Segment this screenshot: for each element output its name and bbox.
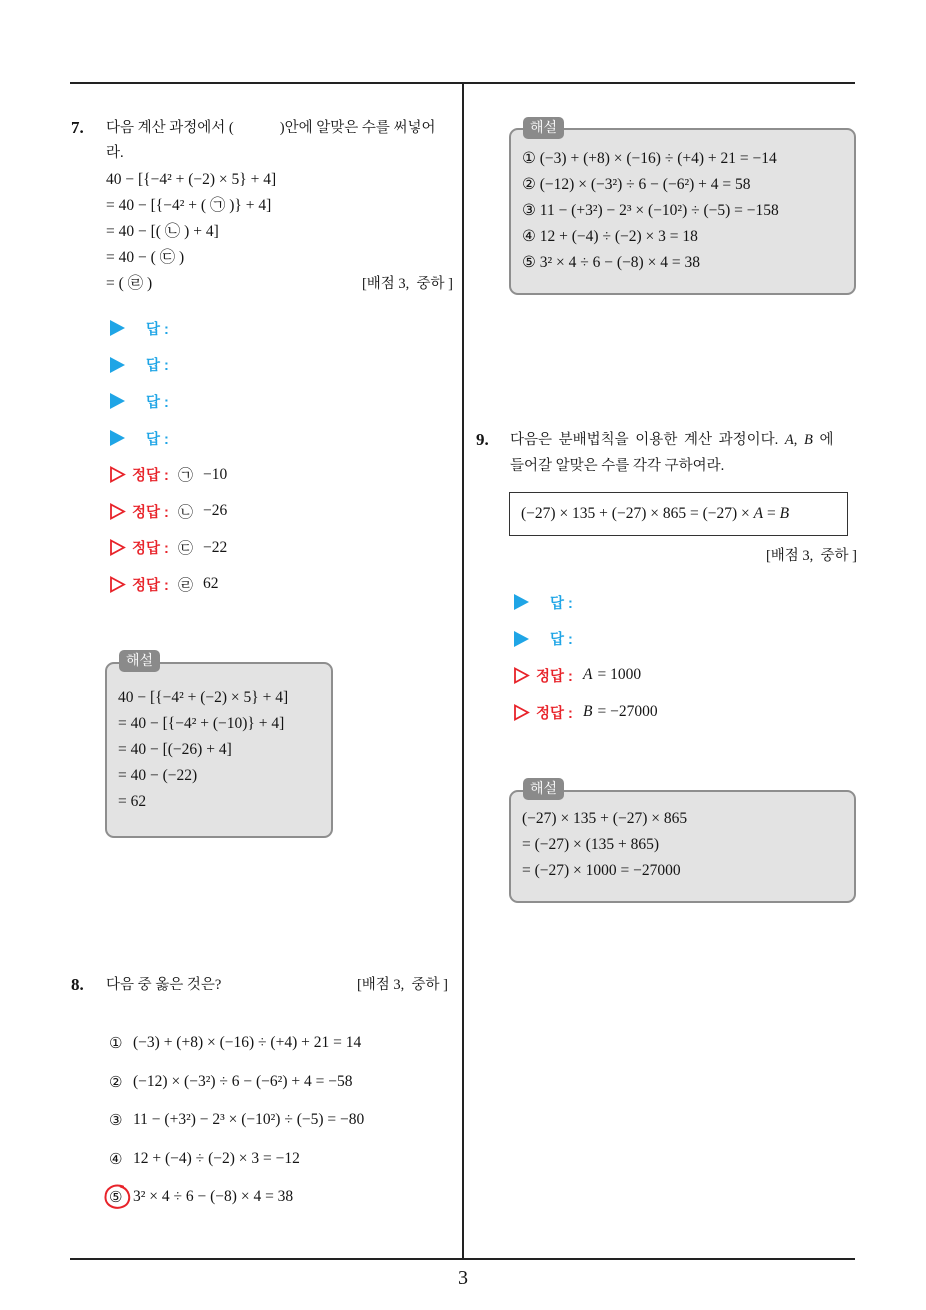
outline-triangle-icon xyxy=(109,466,126,483)
correct-answer-row xyxy=(512,694,658,731)
correct-answer-row xyxy=(512,657,658,694)
outline-triangle-icon xyxy=(513,667,530,684)
option-expression: (−3) + (+8) × (−16) ÷ (+4) + 21 = 14 xyxy=(133,1034,362,1052)
question-stem-line: 다음 중 옳은 것은? xyxy=(106,977,222,993)
variable-a: A xyxy=(784,432,794,448)
explanation-line: = 40 − [{−4² + (−10)} + 4] xyxy=(118,715,285,732)
answer-row xyxy=(108,310,227,347)
stem-text: , xyxy=(793,432,804,448)
stem-text: )안에 알맞은 수를 써넣어 xyxy=(279,120,436,136)
explanation-line: ④ 12 + (−4) ÷ (−2) × 3 = 18 xyxy=(522,228,698,245)
correct-answer-label: 정답 : xyxy=(132,541,169,558)
explanation-tab: 해설 xyxy=(523,778,564,800)
play-triangle-icon xyxy=(514,631,529,647)
correct-answer-label: 정답 : xyxy=(132,504,169,521)
correct-answer-label: 정답 : xyxy=(536,705,573,722)
answer-label: 답 : xyxy=(550,632,573,649)
explanation-line: = 62 xyxy=(118,793,147,810)
option-marker: ③ xyxy=(109,1111,123,1130)
outline-triangle-icon xyxy=(109,539,126,556)
correct-answer-variable: A xyxy=(583,666,593,684)
option-marker: ① xyxy=(109,1034,123,1053)
equation-text: = xyxy=(763,505,780,522)
answer-row xyxy=(512,621,658,658)
calculation-steps xyxy=(106,167,276,297)
correct-answer-row xyxy=(108,456,227,493)
correct-answer-marker: ㉣ xyxy=(178,575,194,594)
answer-row xyxy=(108,347,227,384)
answer-label: 답 : xyxy=(550,595,573,612)
column-divider xyxy=(462,82,464,1259)
correct-answer-value: −26 xyxy=(203,502,228,520)
play-triangle-icon xyxy=(514,594,529,610)
outline-triangle-icon xyxy=(109,576,126,593)
answer-mark-circle-icon xyxy=(102,1182,132,1212)
page-number: 3 xyxy=(458,1267,468,1289)
calculation-step: = 40 − [( ㉡ ) + 4] xyxy=(106,223,219,240)
option-list xyxy=(109,1024,364,1217)
answer-row xyxy=(512,584,658,621)
correct-answer-value: −10 xyxy=(203,465,228,483)
explanation-line: = 40 − [(−26) + 4] xyxy=(118,741,232,758)
correct-answer-value: 62 xyxy=(203,575,219,593)
question-stem-line xyxy=(510,427,833,453)
question-stem-line: 들어갈 알맞은 수를 각각 구하여라. xyxy=(510,458,725,474)
play-triangle-icon xyxy=(110,320,125,336)
score-label: [배점 3, 중하 ] xyxy=(361,276,453,292)
option-item xyxy=(109,1178,364,1217)
explanation-box xyxy=(509,781,856,903)
calculation-step: = 40 − ( ㉢ ) xyxy=(106,249,185,266)
correct-answer-row xyxy=(108,493,227,530)
explanation-line: ① (−3) + (+8) × (−16) ÷ (+4) + 21 = −14 xyxy=(522,150,777,167)
correct-answer-variable: B xyxy=(583,703,593,721)
correct-answer-marker: ㉠ xyxy=(178,466,194,485)
bottom-rule xyxy=(70,1258,855,1260)
option-marker: ④ xyxy=(109,1149,123,1168)
equation-box xyxy=(509,492,848,536)
explanation-line: ② (−12) × (−3²) ÷ 6 − (−6²) + 4 = 58 xyxy=(522,176,751,193)
play-triangle-icon xyxy=(110,393,125,409)
explanation-lines xyxy=(522,806,687,884)
option-expression: 12 + (−4) ÷ (−2) × 3 = −12 xyxy=(133,1149,300,1167)
explanation-line: = (−27) × (135 + 865) xyxy=(522,836,659,853)
explanation-line: ③ 11 − (+3²) − 2³ × (−10²) ÷ (−5) = −158 xyxy=(522,202,779,219)
explanation-line: = (−27) × 1000 = −27000 xyxy=(522,862,681,879)
calculation-step: 40 − [{−4² + (−2) × 5} + 4] xyxy=(106,171,277,188)
score-label: [배점 3, 중하 ] xyxy=(356,977,448,993)
variable-a: A xyxy=(753,505,764,522)
calculation-step: = ( ㉣ ) xyxy=(106,275,153,292)
explanation-box xyxy=(509,120,856,295)
option-item xyxy=(109,1140,364,1179)
option-marker: ⑤ xyxy=(109,1188,123,1207)
option-marker: ② xyxy=(109,1072,123,1091)
explanation-lines xyxy=(118,685,288,815)
answer-list xyxy=(108,310,227,603)
question-stem-line: 라. xyxy=(106,145,124,161)
explanation-line: = 40 − (−22) xyxy=(118,767,198,784)
correct-answer-label: 정답 : xyxy=(132,468,169,485)
option-expression: 3² × 4 ÷ 6 − (−8) × 4 = 38 xyxy=(133,1188,294,1206)
play-triangle-icon xyxy=(110,357,125,373)
answer-label: 답 : xyxy=(146,394,169,411)
correct-answer-row xyxy=(108,566,227,603)
question-stem-line xyxy=(106,115,436,141)
correct-answer-label: 정답 : xyxy=(132,577,169,594)
answer-row xyxy=(108,420,227,457)
option-item xyxy=(109,1024,364,1063)
play-triangle-icon xyxy=(110,430,125,446)
stem-text: 에 xyxy=(812,432,834,448)
calculation-step: = 40 − [{−4² + ( ㉠ )} + 4] xyxy=(106,197,272,214)
answer-list xyxy=(512,584,658,730)
explanation-box xyxy=(105,653,333,838)
option-item xyxy=(109,1101,364,1140)
explanation-line: (−27) × 135 + (−27) × 865 xyxy=(522,810,688,827)
answer-row xyxy=(108,383,227,420)
stem-text: 다음 계산 과정에서 ( xyxy=(106,120,234,136)
option-expression: 11 − (+3²) − 2³ × (−10²) ÷ (−5) = −80 xyxy=(133,1111,365,1129)
variable-b: B xyxy=(779,505,790,522)
question-number: 7. xyxy=(71,118,84,137)
correct-answer-marker: ㉡ xyxy=(178,502,194,521)
correct-answer-value: = 1000 xyxy=(597,666,642,684)
explanation-tab: 해설 xyxy=(119,650,160,672)
option-item xyxy=(109,1063,364,1102)
outline-triangle-icon xyxy=(513,704,530,721)
question-number: 8. xyxy=(71,975,84,994)
answer-label: 답 : xyxy=(146,321,169,338)
outline-triangle-icon xyxy=(109,503,126,520)
score-label: [배점 3, 중하 ] xyxy=(765,548,857,564)
correct-answer-value: −22 xyxy=(203,538,228,556)
option-expression: (−12) × (−3²) ÷ 6 − (−6²) + 4 = −58 xyxy=(133,1072,353,1090)
question-number: 9. xyxy=(476,430,489,449)
correct-answer-marker: ㉢ xyxy=(178,539,194,558)
correct-answer-value: = −27000 xyxy=(597,703,658,721)
answer-label: 답 : xyxy=(146,358,169,375)
variable-b: B xyxy=(803,432,813,448)
explanation-tab: 해설 xyxy=(523,117,564,139)
correct-answer-label: 정답 : xyxy=(536,668,573,685)
correct-answer-row xyxy=(108,530,227,567)
equation-text: (−27) × 135 + (−27) × 865 = (−27) × xyxy=(521,505,754,522)
explanation-line: ⑤ 3² × 4 ÷ 6 − (−8) × 4 = 38 xyxy=(522,254,700,271)
answer-label: 답 : xyxy=(146,431,169,448)
explanation-lines xyxy=(522,146,779,276)
stem-text: 다음은 분배법칙을 이용한 계산 과정이다. xyxy=(510,432,785,448)
explanation-line: 40 − [{−4² + (−2) × 5} + 4] xyxy=(118,689,289,706)
